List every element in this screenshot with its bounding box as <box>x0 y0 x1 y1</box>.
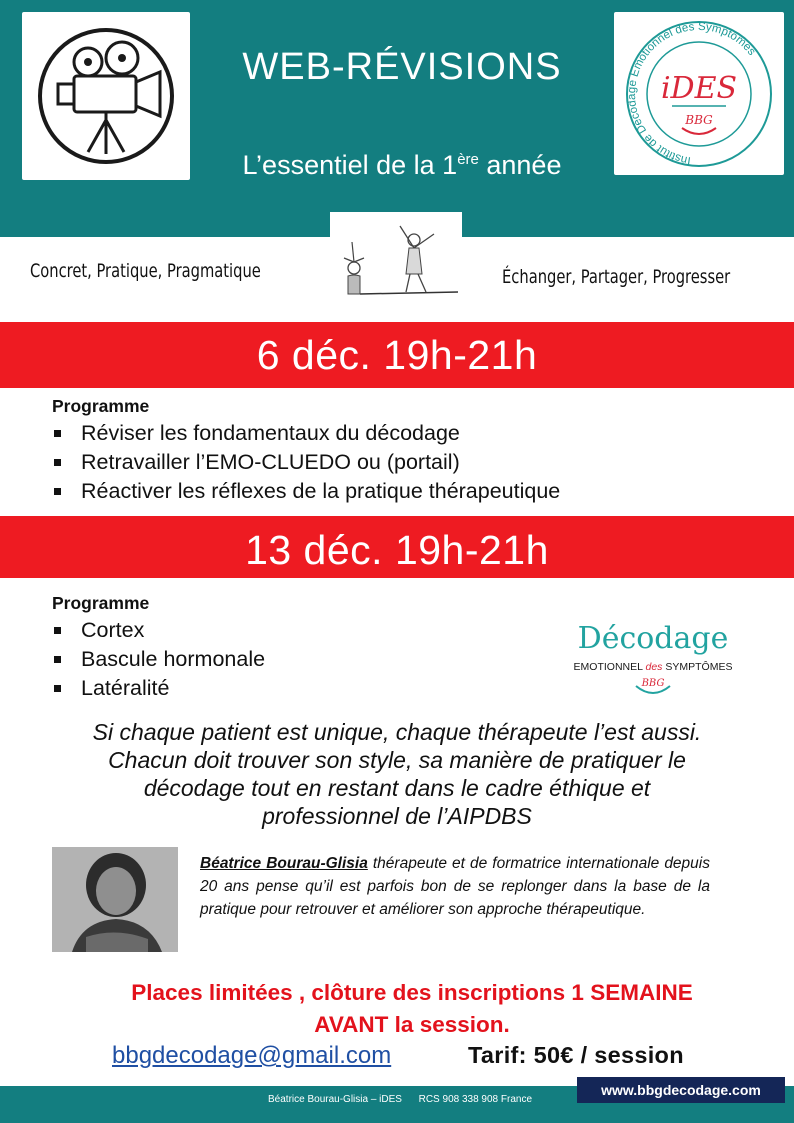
registration-notice: Places limitées , clôture des inscriptions 1 SEMAINE <box>131 980 693 1005</box>
session-date-banner: 13 déc. 19h-21h <box>0 516 794 578</box>
programme-list <box>52 616 265 703</box>
author-photo <box>52 847 178 952</box>
page-subtitle: L’essentiel de la 1ère année <box>242 150 562 180</box>
film-camera-logo <box>22 12 190 180</box>
page-title: WEB-RÉVISIONS <box>242 46 562 88</box>
film-camera-icon <box>22 12 190 180</box>
programme-list <box>52 419 560 506</box>
footer-text: Béatrice Bourau-Glisia – iDES RCS 908 338 908 France <box>268 1094 533 1105</box>
decodage-logo-icon <box>568 614 738 706</box>
tagline-right: Échanger, Partager, Progresser <box>502 266 731 288</box>
contact-email-link[interactable]: bbgdecodage@gmail.com <box>112 1042 392 1069</box>
bullet-icon <box>54 656 61 663</box>
list-item: Réactiver les réflexes de la pratique thérapeutique <box>52 477 560 506</box>
list-item: Bascule hormonale <box>52 645 265 674</box>
bullet-icon <box>54 488 61 495</box>
bullet-icon <box>54 459 61 466</box>
ides-logo <box>614 12 784 175</box>
list-item: Cortex <box>52 616 265 645</box>
svg-text:Décodage: Décodage <box>577 621 729 656</box>
registration-notice: AVANT la session. <box>314 1012 510 1037</box>
decodage-logo <box>568 614 738 706</box>
svg-text:BBG: BBG <box>685 113 713 127</box>
bullet-icon <box>54 685 61 692</box>
tightrope-figures-icon <box>330 212 462 316</box>
list-item: Réviser les fondamentaux du décodage <box>52 419 560 448</box>
bullet-icon <box>54 627 61 634</box>
ides-seal-icon <box>614 12 784 175</box>
author-name: Béatrice Bourau-Glisia <box>200 855 368 872</box>
svg-text:EMOTIONNEL des SYMPTÔMES: EMOTIONNEL des SYMPTÔMES <box>573 661 733 673</box>
session-date-banner: 6 déc. 19h-21h <box>0 322 794 388</box>
svg-text:BBG: BBG <box>641 678 665 689</box>
programme-heading: Programme <box>52 593 150 613</box>
tightrope-sketch <box>330 212 462 316</box>
svg-text:Institut de Décodage Emotionne: Institut de Décodage Emotionnel des Symptômes <box>625 20 758 167</box>
portrait-photo <box>52 847 178 952</box>
list-item: Latéralité <box>52 674 265 703</box>
bullet-icon <box>54 430 61 437</box>
price-text: Tarif: 50€ / session <box>468 1042 684 1068</box>
tagline-left: Concret, Pratique, Pragmatique <box>30 260 261 282</box>
author-bio: Béatrice Bourau-Glisia thérapeute et de formatrice internationale depuis 20 ans pense qu’il est parfois bon de se replonger dans la base de la pratique pour retrouver et améliorer son approche thérapeutique. <box>200 855 710 918</box>
svg-text:iDES: iDES <box>660 71 738 106</box>
website-link[interactable]: www.bbgdecodage.com <box>577 1077 785 1103</box>
list-item: Retravailler l’EMO-CLUEDO ou (portail) <box>52 448 560 477</box>
quote-text: Si chaque patient est unique, chaque thérapeute l’est aussi. Chacun doit trouver son style, sa manière de pratiquer le décodage tout en restant dans le cadre éthique et professionnel de l’AIPDBS <box>92 719 702 829</box>
programme-heading: Programme <box>52 396 150 416</box>
